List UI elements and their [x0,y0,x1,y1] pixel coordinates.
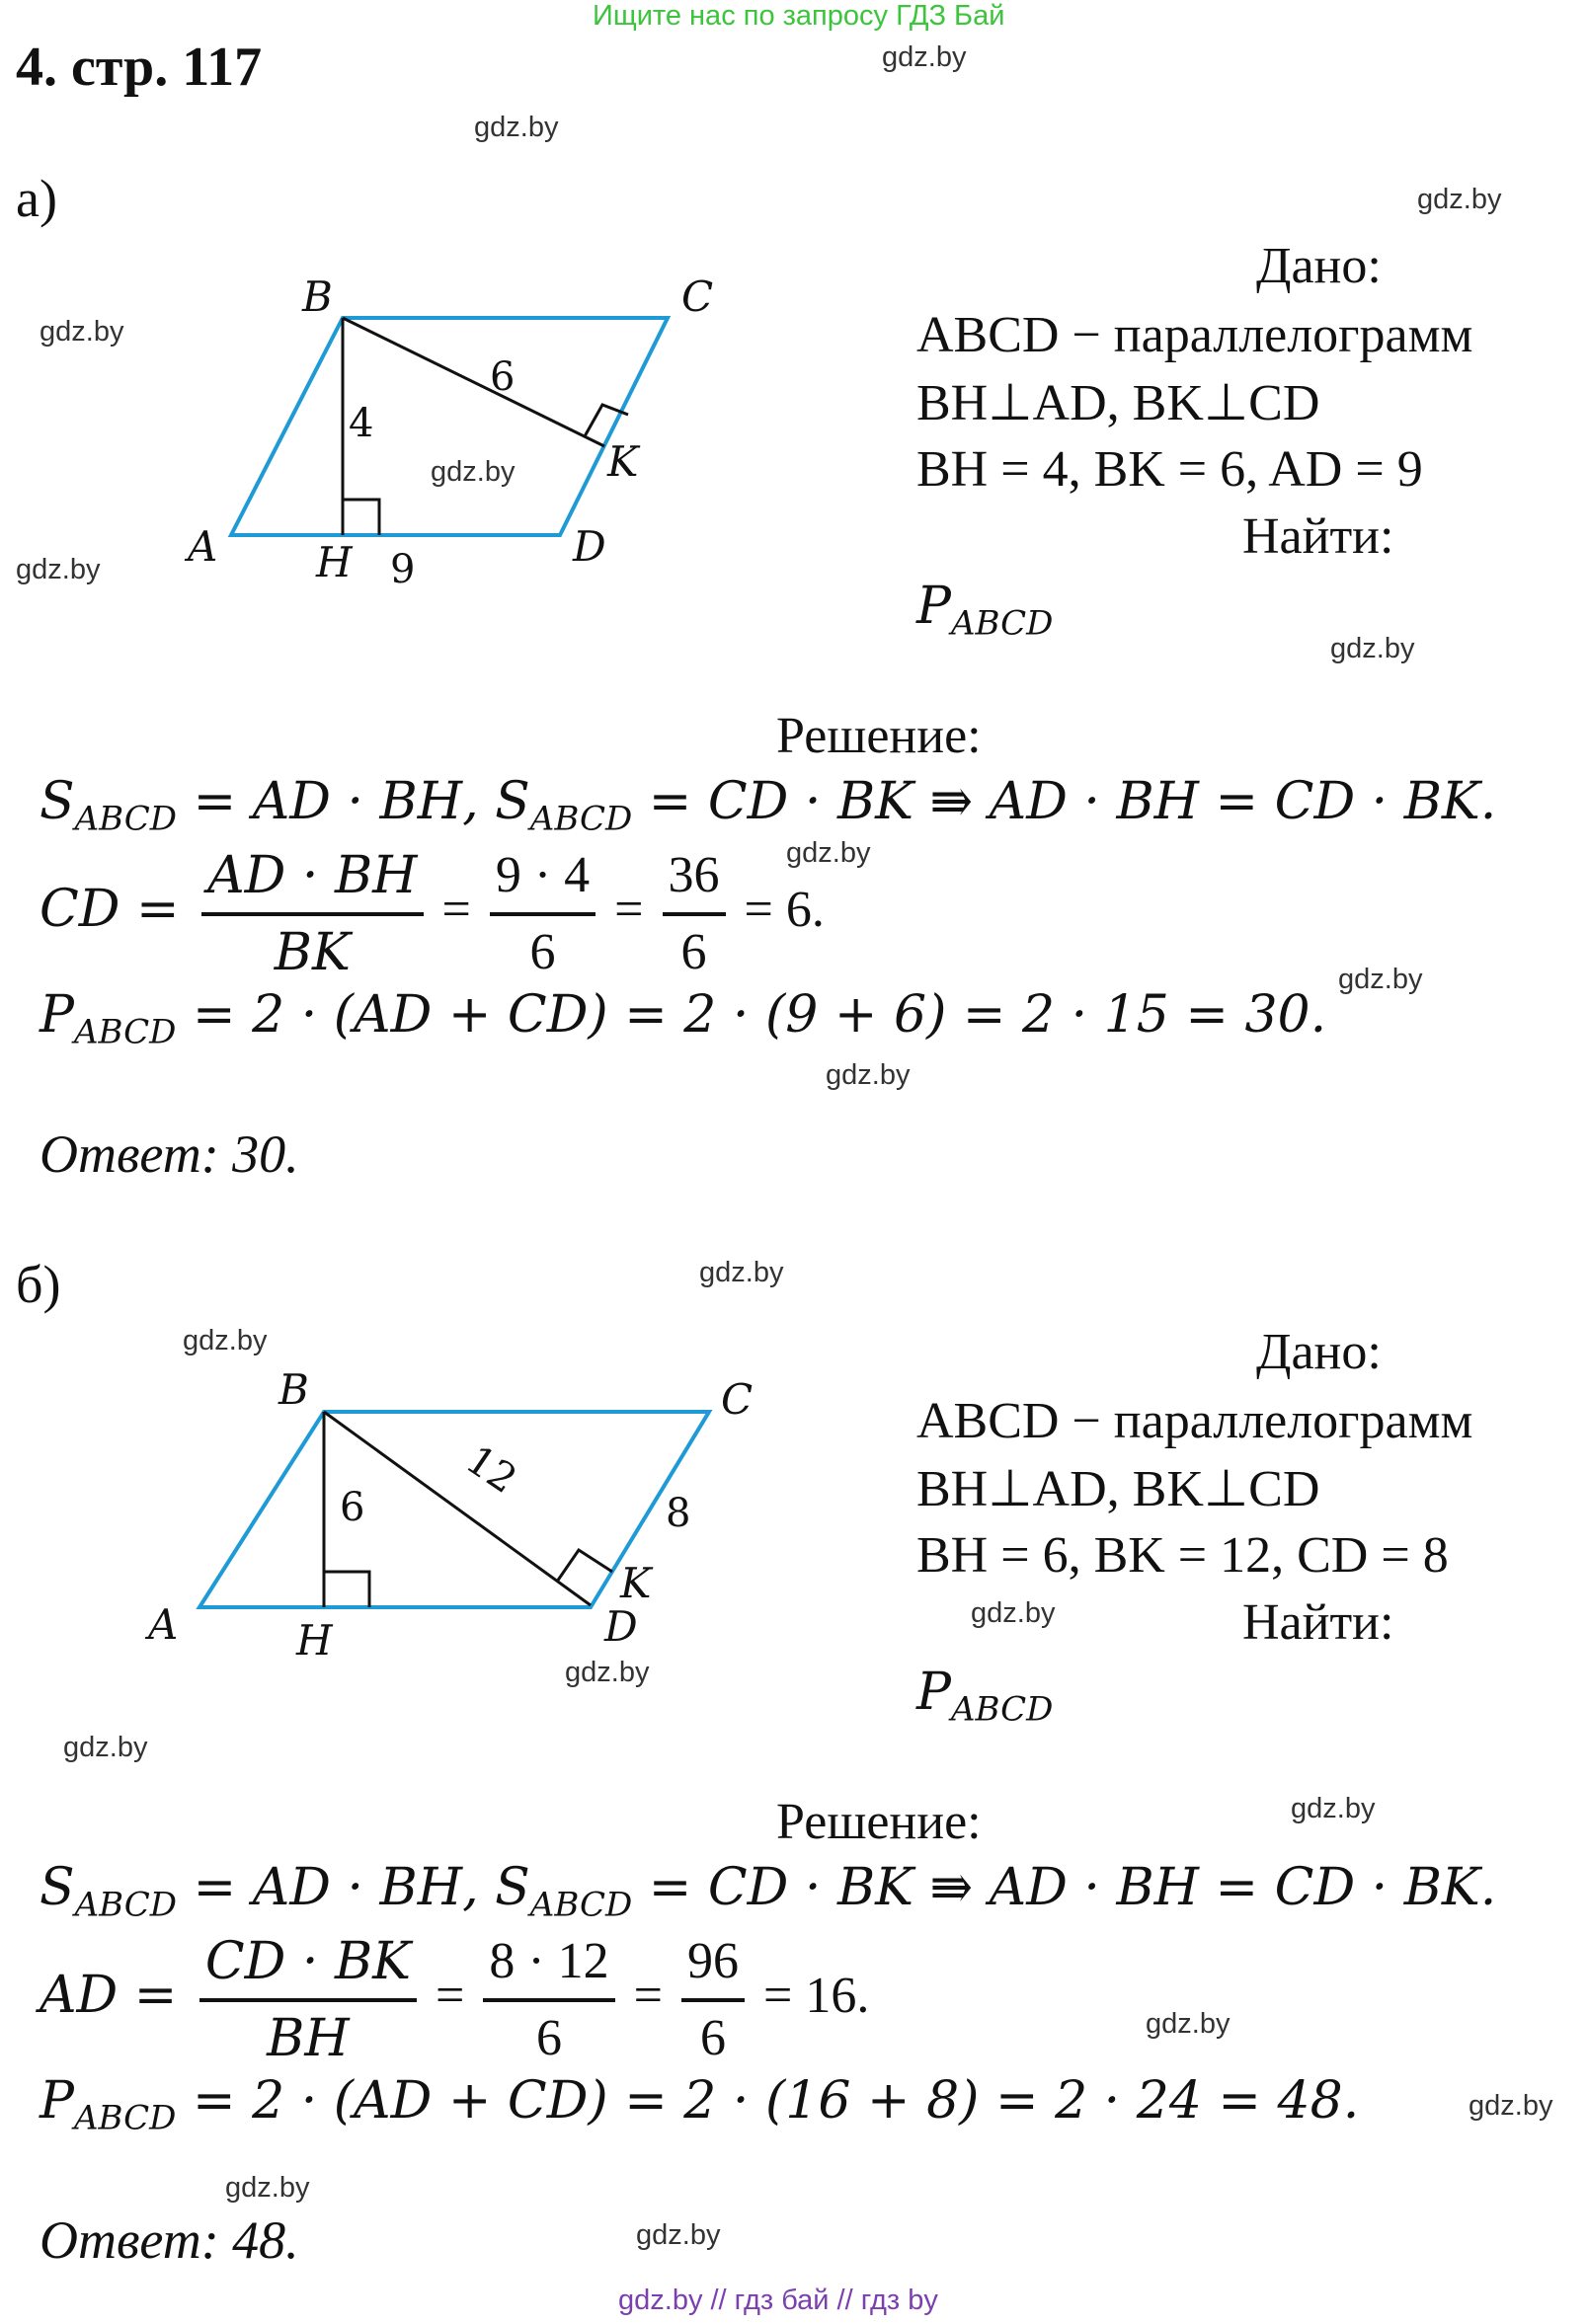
vertex-d: D [604,1602,638,1651]
watermark: gdz.by [1417,184,1502,215]
watermark: gdz.by [431,456,516,488]
label-bk: 12 [457,1436,525,1504]
watermark: gdz.by [971,1597,1056,1629]
watermark: gdz.by [882,41,967,73]
watermark: gdz.by [699,1257,784,1288]
vertex-c: C [681,272,714,321]
label-cd: 8 [666,1491,691,1536]
watermark: gdz.by [1146,2008,1231,2040]
right-angle-k [557,1550,612,1582]
find-title: Найти: [1242,1594,1394,1651]
foot-k: K [620,1559,652,1607]
foot-h: H [316,538,353,586]
watermark: gdz.by [40,316,124,348]
right-angle-h [343,500,379,535]
vertex-c: C [721,1375,754,1424]
vertex-a: A [148,1600,179,1649]
part-b-figure [138,1362,770,1698]
footer-links[interactable]: gdz.by // гдз бай // гдз by [618,2285,938,2316]
watermark: gdz.by [225,2172,310,2204]
watermark: gdz.by [786,837,871,869]
given-line-1: ABCD − параллелограмм [916,307,1473,363]
solution-line-2: CD = $\frac{AD \cdot BH}{BK}$ = $\frac{9 \cdot 4}{6}$ = $\frac{36}{6}$ = 6. [40,839,825,989]
given-title: Дано: [1256,238,1382,294]
top-banner: Ищите нас по запросу ГДЗ Бай [593,0,1005,32]
label-bh: 4 [349,401,374,446]
given-line-2: BH⊥AD, BK⊥CD [916,1461,1320,1517]
solution-line-1: $S_{ABCD}$ = AD · BH, $S_{ABCD}$ = CD · BK ⇛ AD · BH = CD · BK. [40,772,1497,839]
given-line-2: BH⊥AD, BK⊥CD [916,375,1320,431]
vertex-b: B [278,1365,309,1414]
foot-h: H [296,1616,333,1665]
given-line-1: ABCD − параллелограмм [916,1393,1473,1449]
watermark: gdz.by [1330,633,1415,664]
vertex-a: A [188,522,218,571]
solution-title: Решение: [776,708,982,764]
watermark: gdz.by [16,554,101,585]
label-bk: 6 [490,354,516,400]
part-a-figure [168,267,760,602]
watermark: gdz.by [1338,964,1423,995]
height-bk [343,318,604,446]
watermark: gdz.by [636,2219,721,2251]
watermark: gdz.by [1469,2090,1553,2122]
solution-line-3: $P_{ABCD} = 2 \cdot (AD + CD) = 2 \cdot (16 + 8) = 2 \cdot 24 = 48$. [40,2071,1360,2138]
find-target: $P_{ABCD}$ [916,1663,1054,1730]
solution-line-1: $S_{ABCD}$ = AD · BH, $S_{ABCD}$ = CD · BK ⇛ AD · BH = CD · BK. [40,1858,1497,1925]
given-line-3: BH = 4, BK = 6, AD = 9 [916,441,1423,498]
watermark: gdz.by [565,1657,650,1688]
vertex-b: B [302,272,333,321]
page-title: 4. стр. 117 [16,37,263,98]
part-a-label: а) [16,169,57,228]
given-title: Дано: [1256,1324,1382,1380]
watermark: gdz.by [183,1325,268,1356]
part-b-label: б) [16,1255,61,1314]
find-target: $P_{ABCD}$ [916,577,1054,644]
watermark: gdz.by [474,112,559,143]
right-angle-h [324,1572,369,1607]
vertex-d: D [573,522,606,571]
label-ad: 9 [390,547,416,592]
watermark: gdz.by [826,1059,911,1091]
foot-k: K [607,437,639,486]
solution-title: Решение: [776,1794,982,1850]
solution-line-2: AD = $\frac{CD \cdot BK}{BH}$ = $\frac{8 \cdot 12}{6}$ = $\frac{96}{6}$ = 16. [40,1925,869,2075]
watermark: gdz.by [63,1732,148,1763]
solution-line-3: $P_{ABCD} = 2 \cdot (AD + CD) = 2 \cdot (9 + 6) = 2 \cdot 15 = 30$. [40,985,1327,1052]
parallelogram [231,318,668,535]
find-title: Найти: [1242,508,1394,565]
label-bh: 6 [340,1485,365,1530]
given-line-3: BH = 6, BK = 12, CD = 8 [916,1527,1449,1584]
watermark: gdz.by [1291,1793,1376,1824]
answer-a: Ответ: 30. [40,1124,299,1184]
answer-b: Ответ: 48. [40,2210,299,2270]
